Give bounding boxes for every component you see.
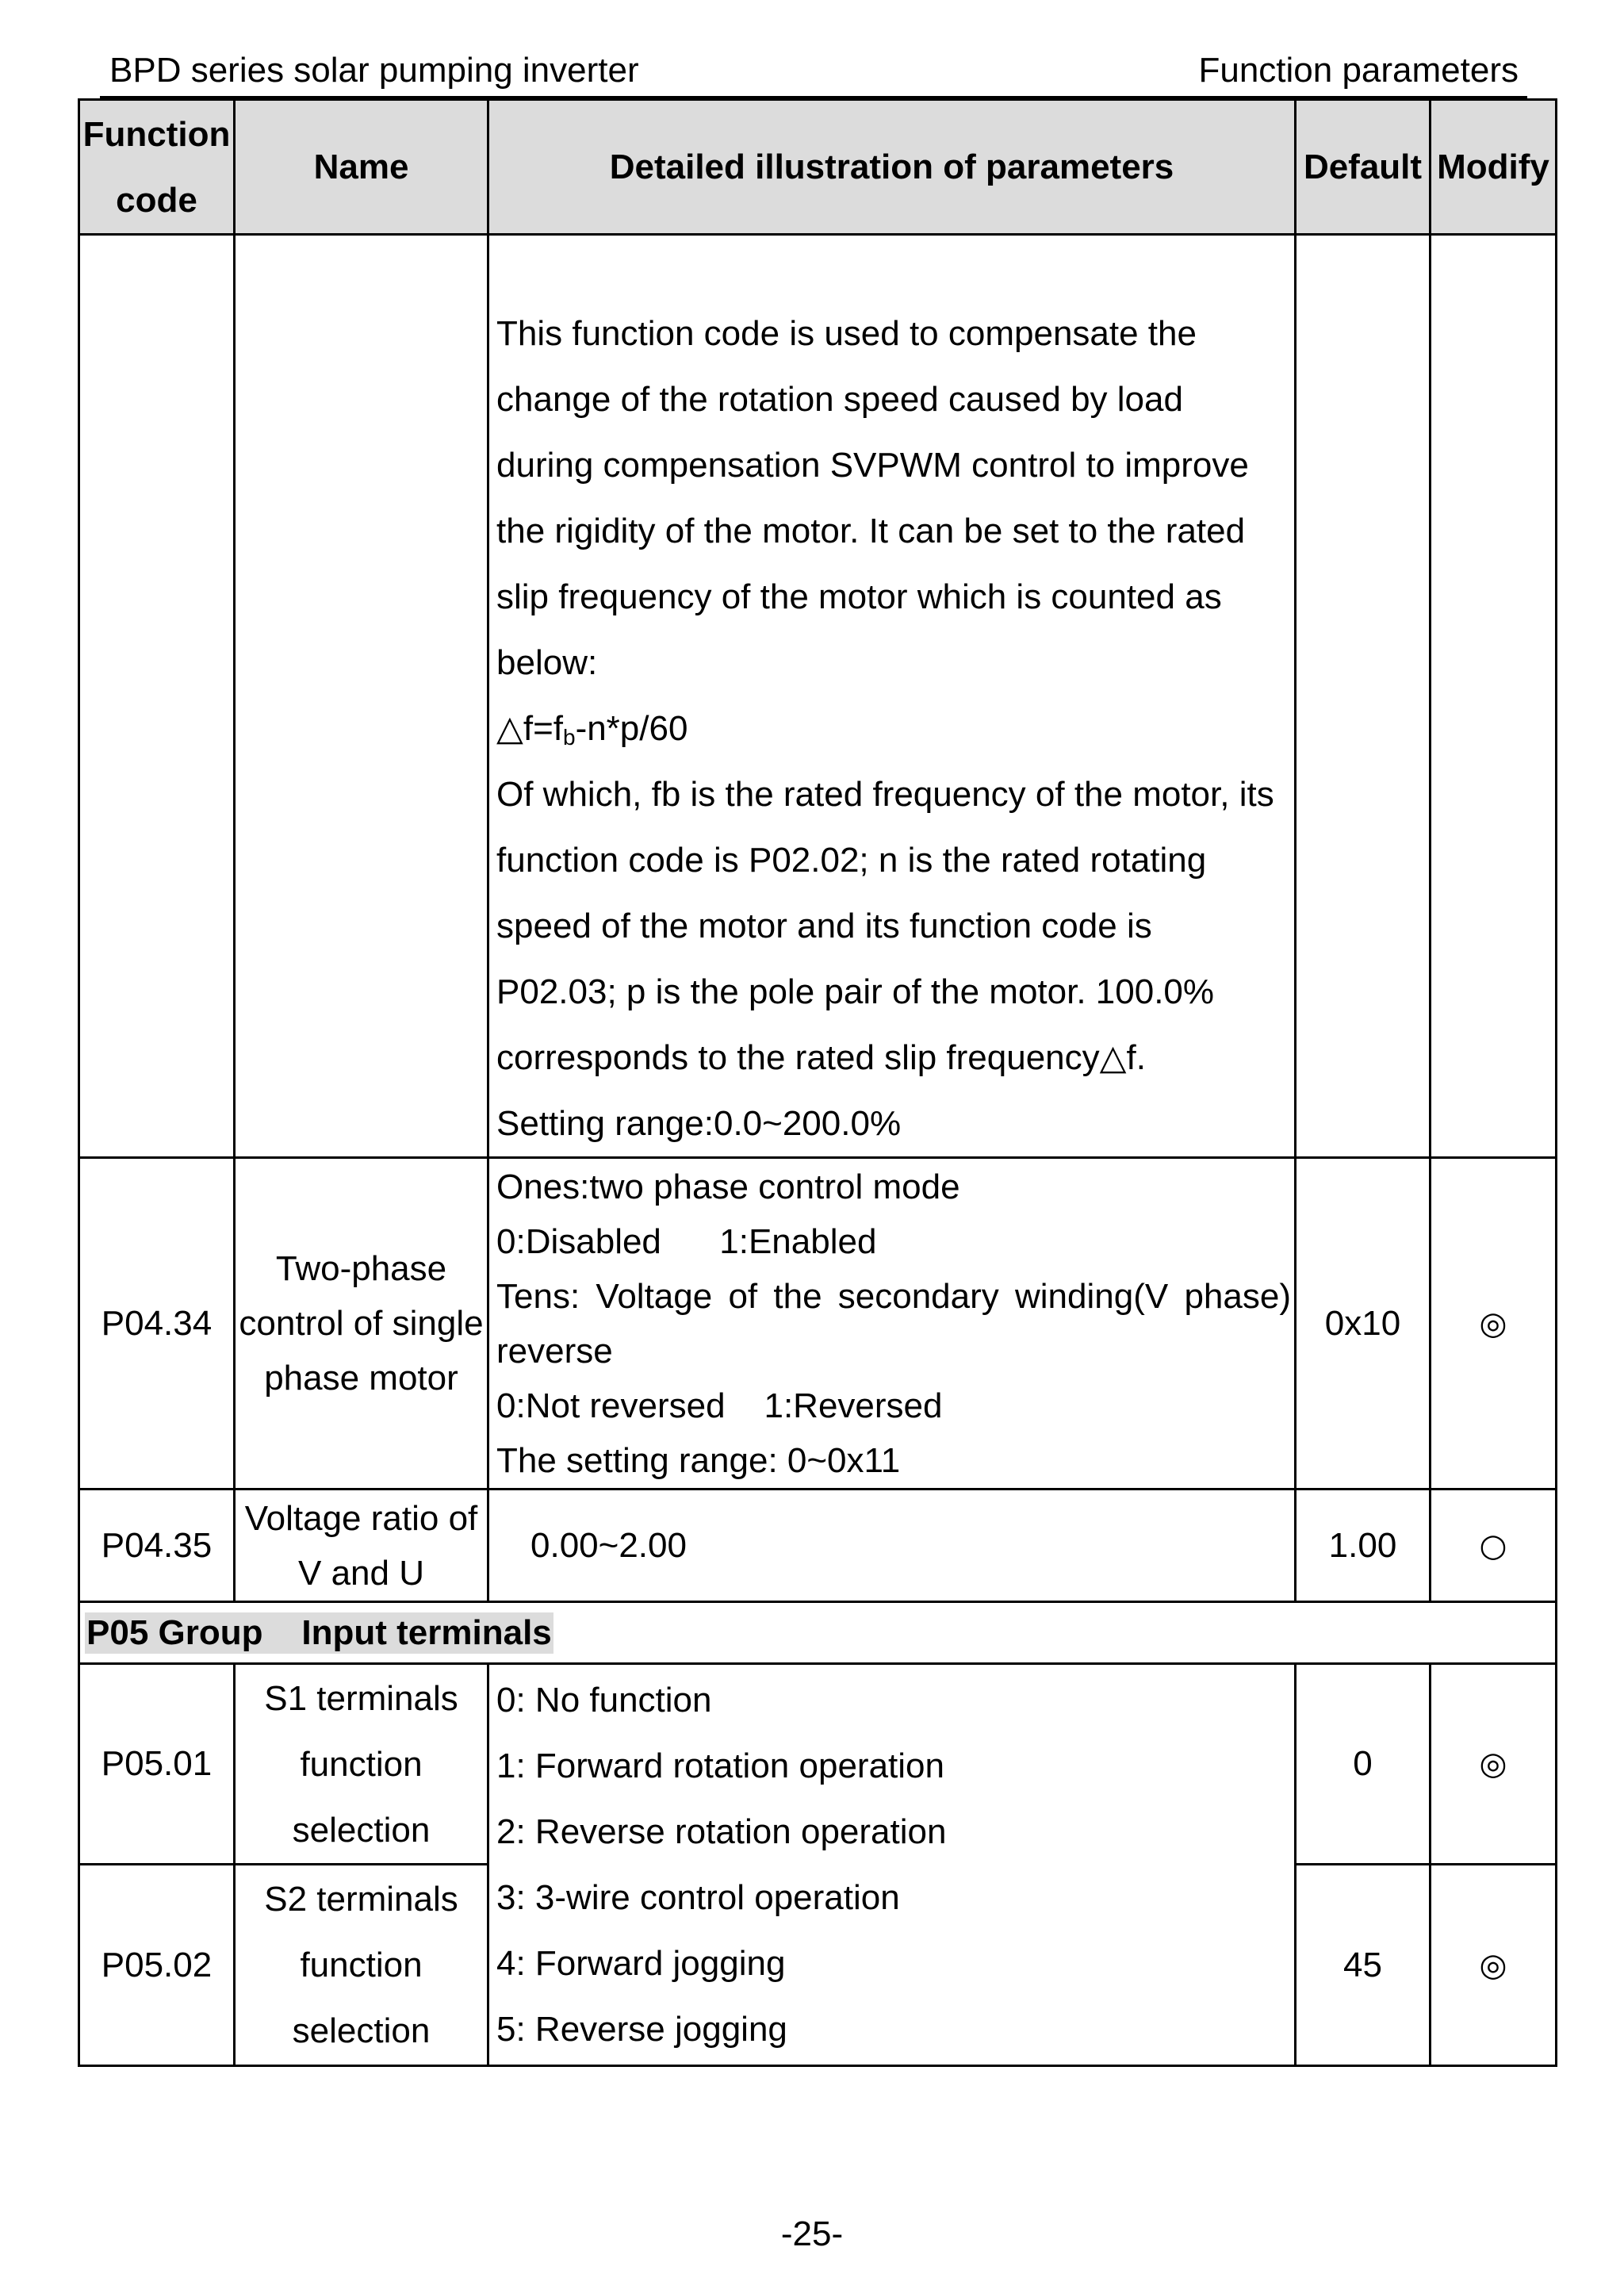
terminal-option: 1: Forward rotation operation — [496, 1746, 944, 1785]
detail-line: during compensation SVPWM control to improve — [496, 446, 1249, 485]
table-body — [79, 235, 1557, 2066]
column-header-default: Default — [1296, 100, 1431, 235]
setting-range-line: Setting range:0.0~200.0% — [496, 1104, 902, 1143]
detail-line: reverse — [496, 1331, 613, 1371]
detail-line: Of which, fb is the rated frequency of the motor, its — [496, 775, 1274, 814]
slip-formula-rhs: -n*p/60 — [575, 709, 688, 748]
name-line: function — [300, 1744, 423, 1784]
modify-symbol-double-circle: ◎ — [1431, 1664, 1557, 1865]
group-heading: P05 Group Input terminals — [86, 1612, 552, 1652]
header-row — [79, 100, 1557, 235]
default-cell: 0 — [1296, 1664, 1431, 1865]
modify-symbol-double-circle: ◎ — [1431, 1158, 1557, 1490]
column-header-function-code-line2: code — [116, 180, 197, 220]
parameter-row-p04-34 — [79, 1158, 1557, 1490]
slip-formula — [496, 696, 1291, 761]
detail-line: This function code is used to compensate the — [496, 314, 1197, 353]
name-line: V and U — [298, 1553, 424, 1593]
function-code-cell: P04.35 — [79, 1490, 235, 1602]
modify-cell — [1431, 235, 1557, 1158]
terminal-option: 2: Reverse rotation operation — [496, 1812, 947, 1851]
detail-line: slip frequency of the motor which is counted as — [496, 577, 1222, 616]
function-code-cell: P04.34 — [79, 1158, 235, 1490]
name-line: Two-phase — [275, 1249, 447, 1288]
terminal-option: 3: 3-wire control operation — [496, 1878, 900, 1917]
name-cell — [235, 1490, 488, 1602]
default-cell: 0x10 — [1296, 1158, 1431, 1490]
detail-line: P02.03; p is the pole pair of the motor. 100.0% — [496, 972, 1215, 1011]
continued-parameter-row — [79, 235, 1557, 1158]
parameter-row-p04-35 — [79, 1490, 1557, 1602]
detail-line: Tens: Voltage of the secondary winding(V phase) — [496, 1276, 1291, 1316]
name-line: selection — [292, 1810, 431, 1850]
name-cell — [235, 235, 488, 1158]
detail-line: the rigidity of the motor. It can be set to the rated — [496, 512, 1246, 550]
name-line: control of single — [239, 1304, 484, 1343]
page-header-section: Function parameters — [1198, 51, 1519, 90]
name-cell — [235, 1158, 488, 1490]
page-number: -25- — [780, 2214, 844, 2253]
function-parameters-table — [78, 98, 1557, 2067]
default-cell: 45 — [1296, 1865, 1431, 2066]
detail-line: 0:Not reversed 1:Reversed — [496, 1386, 943, 1425]
default-cell: 1.00 — [1296, 1490, 1431, 1602]
detail-line: below: — [496, 643, 598, 682]
function-code-cell: P05.01 — [79, 1664, 235, 1865]
terminal-option: 5: Reverse jogging — [496, 2010, 787, 2049]
name-line: phase motor — [264, 1359, 458, 1398]
detail-line: 0:Disabled 1:Enabled — [496, 1221, 877, 1261]
name-line: S2 terminals — [264, 1880, 458, 1919]
terminal-option: 0: No function — [496, 1681, 712, 1720]
detail-line: Ones:two phase control mode — [496, 1167, 960, 1206]
default-cell — [1296, 235, 1431, 1158]
detail-cell — [488, 235, 1296, 1158]
column-header-name: Name — [235, 100, 488, 235]
group-row-p05 — [79, 1602, 1557, 1664]
modify-symbol-double-circle: ◎ — [1431, 1865, 1557, 2066]
detail-line: corresponds to the rated slip frequency△f. — [496, 1038, 1146, 1077]
name-line: function — [300, 1946, 423, 1984]
terminal-option: 4: Forward jogging — [496, 1944, 786, 1983]
column-header-function-code — [79, 100, 235, 235]
modify-symbol-circle: ○ — [1431, 1490, 1557, 1602]
slip-formula-subscript: b — [562, 725, 576, 750]
parameter-row-p05-01 — [79, 1664, 1557, 1865]
group-heading-cell — [79, 1602, 1557, 1664]
column-header-modify: Modify — [1431, 100, 1557, 235]
detail-line: change of the rotation speed caused by load — [496, 380, 1183, 419]
setting-range-line: The setting range: 0~0x11 — [496, 1440, 901, 1480]
page-header-title: BPD series solar pumping inverter — [109, 51, 639, 90]
table-header — [79, 100, 1557, 235]
name-line: S1 terminals — [264, 1678, 458, 1718]
name-line: selection — [292, 2011, 431, 2050]
detail-cell — [488, 1158, 1296, 1490]
column-header-function-code-line1: Function — [82, 114, 231, 154]
detail-cell — [488, 1490, 1296, 1602]
name-cell — [235, 1664, 488, 1865]
detail-line: speed of the motor and its function code is — [496, 907, 1152, 945]
slip-formula-lhs: △f=f — [496, 709, 563, 748]
setting-range-line: 0.00~2.00 — [530, 1526, 687, 1565]
terminal-options-cell — [488, 1664, 1296, 2066]
function-code-cell: P05.02 — [79, 1865, 235, 2066]
name-cell — [235, 1865, 488, 2066]
detail-line: function code is P02.02; n is the rated rotating — [496, 841, 1207, 880]
column-header-detail: Detailed illustration of parameters — [488, 100, 1296, 235]
name-line: Voltage ratio of — [244, 1498, 478, 1538]
function-code-cell — [79, 235, 235, 1158]
